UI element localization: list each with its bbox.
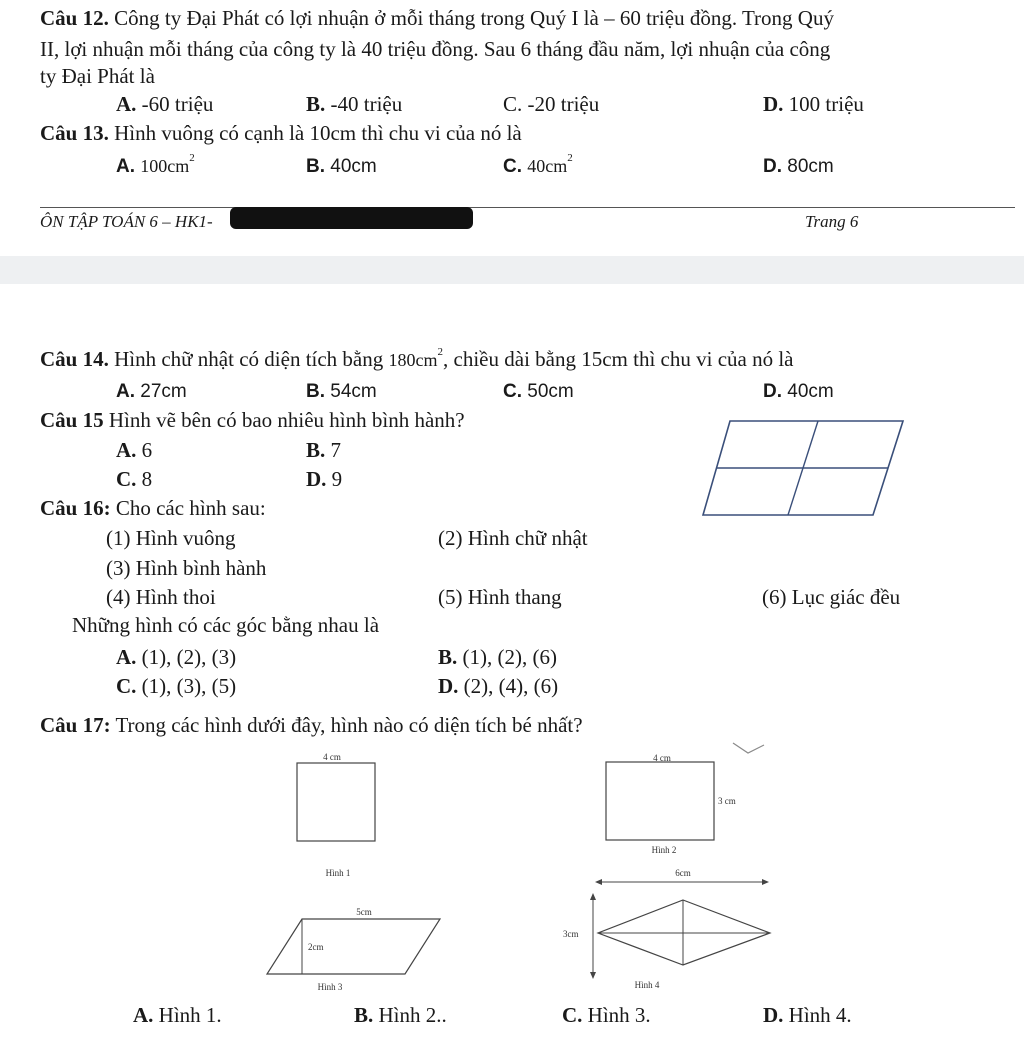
h3-height-label: 2cm (308, 942, 324, 952)
q14-option-b[interactable]: B. 54cm (306, 381, 377, 402)
q13-option-a[interactable]: A. $100cm^2$ (116, 152, 195, 177)
page-gap (0, 256, 1024, 284)
shape-1: (1) Hình vuông (106, 526, 236, 550)
q12-option-c[interactable]: C. -20 triệu (503, 92, 600, 116)
q17-text: Trong các hình dưới đây, hình nào có diện tích bé nhất? (115, 713, 583, 737)
shape-6: (6) Lục giác đều (762, 585, 901, 609)
shape-4: (4) Hình thoi (106, 585, 216, 609)
q13-option-d[interactable]: D. 80cm (763, 156, 834, 177)
q13-text: Hình vuông có cạnh là 10cm thì chu vi của nó là (114, 121, 522, 145)
shape-3: (3) Hình bình hành (106, 556, 267, 580)
h2-side-label: 3 cm (718, 796, 736, 806)
q15-option-a[interactable]: A. 6 (116, 438, 153, 462)
q17-label: Câu 17: (40, 713, 111, 737)
q14-line: Câu 14. Hình chữ nhật có diện tích bằng $180cm^2$, chiều dài bằng 15cm thì chu vi của nó là (40, 346, 794, 371)
h1-name: Hình 1 (325, 868, 351, 878)
q17-option-c[interactable]: C. Hình 3. (562, 1003, 651, 1027)
footer-right: Trang 6 (805, 212, 859, 231)
h2-name: Hình 2 (651, 845, 677, 855)
h4-height-label: 3cm (563, 929, 579, 939)
q13-option-b[interactable]: B. 40cm (306, 156, 377, 177)
q14-option-c[interactable]: C. 50cm (503, 381, 574, 402)
q15-option-c[interactable]: C. 8 (116, 467, 153, 491)
q13-option-c[interactable]: C. $40cm^2$ (503, 152, 573, 177)
figure-hinh-3 (260, 900, 450, 995)
q17-line (40, 713, 583, 737)
shape-2: (2) Hình chữ nhật (438, 526, 588, 550)
q14-option-d[interactable]: D. 40cm (763, 381, 834, 402)
figure-hinh-1 (290, 752, 390, 882)
h4-arrow-head-top (590, 893, 596, 900)
q16-option-c[interactable]: C. (1), (3), (5) (116, 674, 237, 698)
footer-rule (40, 207, 1015, 208)
q12-option-a[interactable]: A. -60 triệu (116, 92, 214, 116)
q15-text: Hình vẽ bên có bao nhiêu hình bình hành? (108, 408, 465, 432)
check-mark (733, 743, 764, 753)
h3-top-label: 5cm (356, 907, 372, 917)
q16-option-a[interactable]: A. (1), (2), (3) (116, 645, 237, 669)
q13-label: Câu 13. (40, 121, 109, 145)
q17-option-b[interactable]: B. Hình 2.. (354, 1003, 447, 1027)
q15-parallelogram-figure (700, 418, 910, 518)
h4-name: Hình 4 (634, 980, 660, 990)
h3-name: Hình 3 (317, 982, 343, 992)
q15-label: Câu 15 (40, 408, 104, 432)
h1-side-label: 4 cm (323, 752, 341, 762)
figure-hinh-2 (600, 752, 780, 857)
h4-arrow-head-bottom (590, 972, 596, 979)
q12-option-d[interactable]: D. 100 triệu (763, 92, 864, 116)
shape-5: (5) Hình thang (438, 585, 562, 609)
q17-option-d[interactable]: D. Hình 4. (763, 1003, 852, 1027)
h1-square (297, 763, 375, 841)
footer-left: ÔN TẬP TOÁN 6 – HK1- (40, 212, 213, 231)
h2-rectangle (606, 762, 714, 840)
redaction-bar (230, 207, 473, 229)
q12-option-b[interactable]: B. -40 triệu (306, 92, 403, 116)
h4-width-label: 6cm (675, 868, 691, 878)
figure-hinh-4 (555, 865, 780, 990)
h2-top-label: 4 cm (653, 753, 671, 763)
q12-text-2: II, lợi nhuận mỗi tháng của công ty là 40 triệu đồng. Sau 6 tháng đầu năm, lợi nhuận của công (40, 37, 831, 61)
q13-line (40, 121, 522, 145)
h4-arrow-head-left (595, 879, 602, 885)
q17-option-a[interactable]: A. Hình 1. (133, 1003, 222, 1027)
h3-parallelogram (267, 919, 440, 974)
q14-option-a[interactable]: A. 27cm (116, 381, 187, 402)
q15-line (40, 408, 465, 432)
q12-label: Câu 12. (40, 6, 109, 30)
h4-arrow-head-right (762, 879, 769, 885)
q16-question: Những hình có các góc bằng nhau là (72, 613, 380, 637)
q16-label: Câu 16: (40, 496, 111, 520)
q14-label: Câu 14. (40, 347, 109, 371)
q15-option-b[interactable]: B. 7 (306, 438, 342, 462)
q16-text: Cho các hình sau: (115, 496, 266, 520)
q12-line-1 (40, 6, 834, 30)
q12-text-1: Công ty Đại Phát có lợi nhuận ở mỗi tháng trong Quý I là – 60 triệu đồng. Trong Quý (114, 6, 834, 30)
q15-option-d[interactable]: D. 9 (306, 467, 343, 491)
q16-line (40, 496, 266, 520)
q12-text-3: ty Đại Phát là (40, 64, 155, 88)
q16-option-b[interactable]: B. (1), (2), (6) (438, 645, 557, 669)
q16-option-d[interactable]: D. (2), (4), (6) (438, 674, 559, 698)
